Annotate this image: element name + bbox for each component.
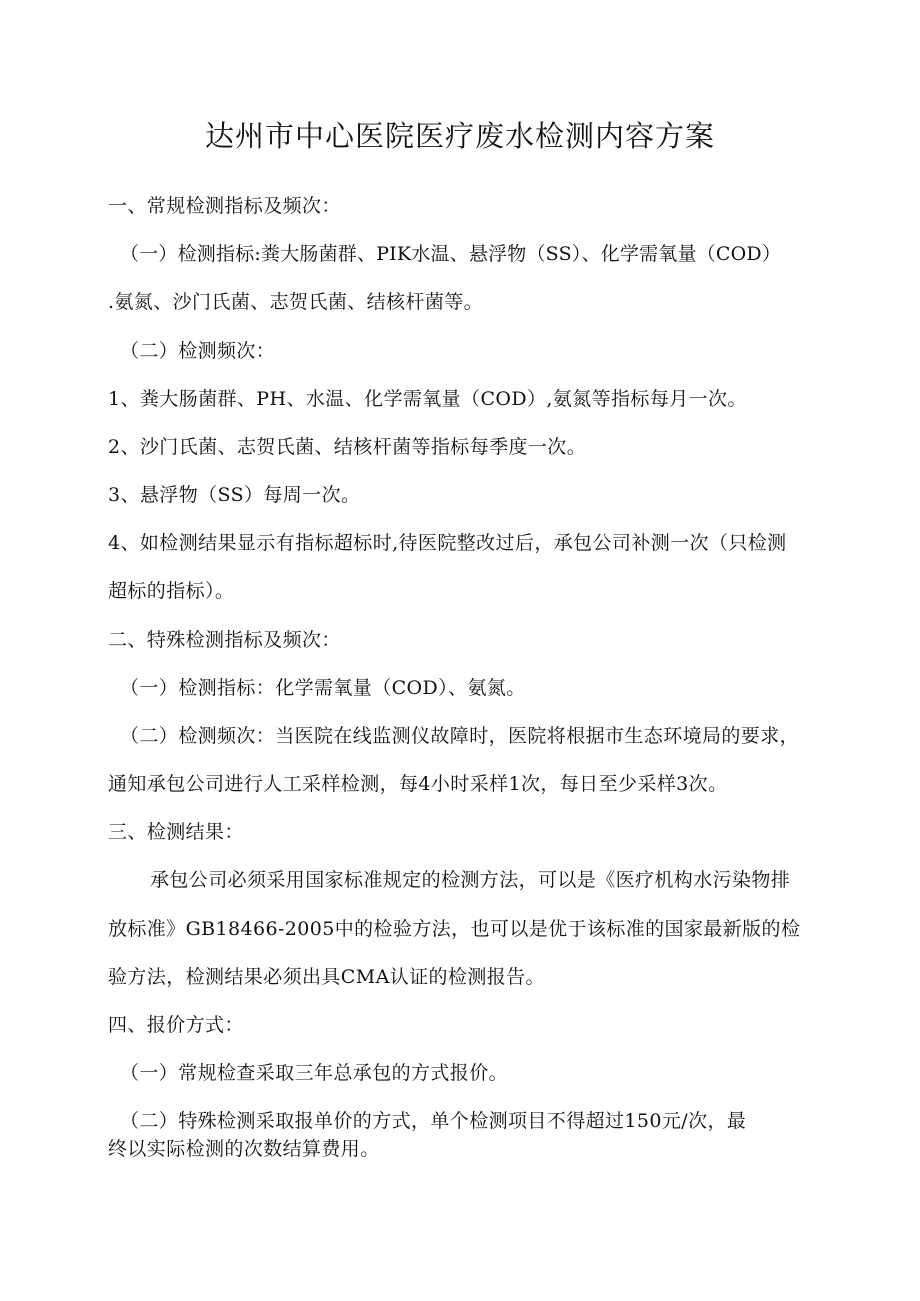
section-4-heading: 四、报价方式： [108, 1014, 244, 1036]
section-1-item-1: 1、粪大肠菌群、PH、水温、化学需氧量（COD）,氨氮等指标每月一次。 [108, 388, 747, 410]
section-1-item-4-line-1: 4、如检测结果显示有指标超标时,待医院整改过后，承包公司补测一次（只检测 [108, 532, 787, 554]
section-1-item-3: 3、悬浮物（SS）每周一次。 [108, 484, 361, 506]
section-2-indicators: （一）检测指标：化学需氧量（COD）、氨氮。 [120, 677, 526, 699]
section-4-item-2-line-1: （二）特殊检测采取报单价的方式，单个检测项目不得超过150元/次，最 [120, 1110, 747, 1132]
section-2-frequency-line-1: （二）检测频次：当医院在线监测仪故障时，医院将根据市生态环境局的要求， [120, 725, 800, 747]
section-1-frequency-heading: （二）检测频次： [120, 340, 276, 362]
section-2-frequency-line-2: 通知承包公司进行人工采样检测，每4小时采样1次，每日至少采样3次。 [108, 773, 728, 795]
section-3-paragraph-line-3: 验方法，检测结果必须出具CMA认证的检测报告。 [108, 966, 545, 988]
section-1-item-4-line-2: 超标的指标）。 [108, 580, 235, 602]
document-title: 达州市中心医院医疗废水检测内容方案 [204, 119, 715, 153]
section-3-paragraph-line-1: 承包公司必须采用国家标准规定的检测方法，可以是《医疗机构水污染物排 [150, 869, 791, 891]
section-1-item-2: 2、沙门氏菌、志贺氏菌、结核杆菌等指标每季度一次。 [108, 436, 587, 458]
section-1-indicators-line-1: （一）检测指标:粪大肠菌群、PIK水温、悬浮物（SS）、化学需氧量（COD） [120, 243, 782, 265]
section-2-heading: 二、特殊检测指标及频次： [108, 629, 341, 651]
section-1-heading: 一、常规检测指标及频次： [108, 195, 341, 217]
section-4-item-1: （一）常规检查采取三年总承包的方式报价。 [120, 1062, 509, 1084]
section-3-paragraph-line-2: 放标准》GB18466-2005中的检验方法，也可以是优于该标准的国家最新版的检 [108, 918, 801, 940]
section-1-indicators-line-2: .氨氮、沙门氏菌、志贺氏菌、结核杆菌等。 [108, 291, 484, 313]
section-4-item-2-line-2: 终以实际检测的次数结算费用。 [108, 1138, 380, 1160]
section-3-heading: 三、检测结果： [108, 821, 244, 843]
